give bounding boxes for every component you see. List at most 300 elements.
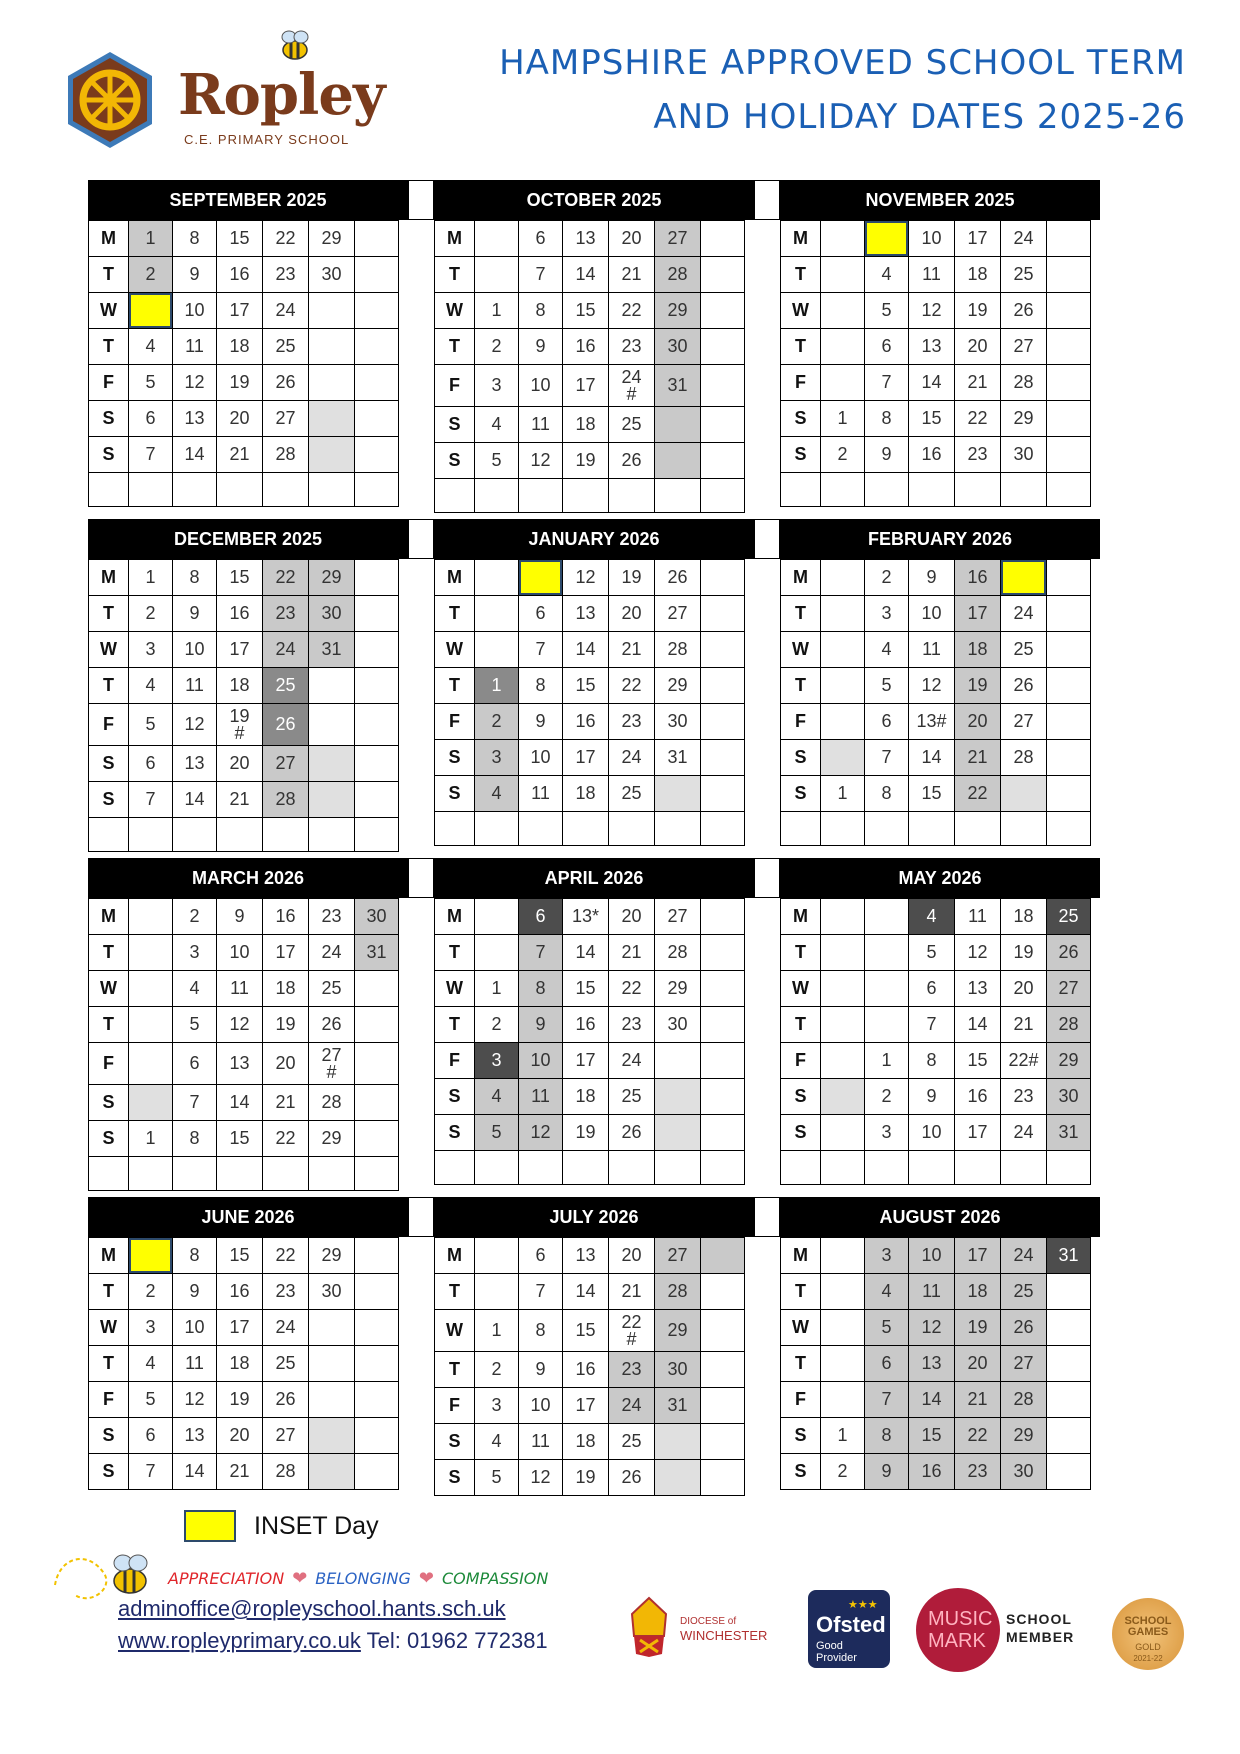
date-cell: 6 — [129, 401, 173, 437]
date-cell: 28 — [1001, 740, 1047, 776]
day-row — [435, 1460, 745, 1496]
diocese-small-text: DIOCESE of — [680, 1616, 737, 1627]
email-link[interactable]: adminoffice@ropleyschool.hants.sch.uk — [118, 1596, 506, 1621]
day-letter: S — [89, 1418, 129, 1454]
date-cell: 10 — [519, 365, 563, 407]
month-title: AUGUST 2026 — [780, 1197, 1100, 1237]
date-cell: 10 — [909, 1115, 955, 1151]
day-row — [89, 329, 399, 365]
date-cell: 31 — [309, 632, 355, 668]
empty-cell — [309, 473, 355, 507]
date-cell: 11 — [173, 1346, 217, 1382]
date-cell — [1047, 632, 1091, 668]
date-cell: 11 — [519, 776, 563, 812]
day-letter: T — [435, 257, 475, 293]
date-cell — [355, 704, 399, 746]
day-letter: T — [781, 1346, 821, 1382]
day-row — [89, 971, 399, 1007]
day-row — [781, 704, 1091, 740]
empty-cell — [821, 1151, 865, 1185]
empty-cell — [129, 818, 173, 852]
date-cell: 10 — [909, 1238, 955, 1274]
day-row — [89, 1346, 399, 1382]
value-appreciation: APPRECIATION — [168, 1569, 285, 1588]
date-cell — [355, 1043, 399, 1085]
date-cell: 29 — [655, 971, 701, 1007]
empty-cell — [701, 479, 745, 513]
spacer-row — [435, 1151, 745, 1185]
empty-cell — [435, 812, 475, 846]
date-cell: 29 — [309, 1238, 355, 1274]
day-row — [89, 1382, 399, 1418]
date-cell: 7 — [129, 437, 173, 473]
ofsted-badge — [808, 1590, 890, 1668]
date-cell: 18 — [955, 632, 1001, 668]
date-cell: 1 — [129, 221, 173, 257]
spacer-row — [781, 473, 1091, 507]
date-cell — [1047, 329, 1091, 365]
date-cell: 25 — [1001, 257, 1047, 293]
day-row — [781, 632, 1091, 668]
date-cell — [821, 899, 865, 935]
date-cell: 19 — [263, 1007, 309, 1043]
date-cell: 27 — [1001, 704, 1047, 740]
day-row — [781, 1043, 1091, 1079]
day-row — [89, 632, 399, 668]
empty-cell — [519, 812, 563, 846]
date-cell: 29 — [309, 560, 355, 596]
empty-cell — [909, 812, 955, 846]
date-cell: 3 — [865, 1238, 909, 1274]
date-cell: 27 — [263, 746, 309, 782]
date-cell: 16 — [263, 899, 309, 935]
date-cell: 3 — [865, 1115, 909, 1151]
date-cell — [821, 1043, 865, 1079]
date-cell — [701, 1043, 745, 1079]
date-cell: 17 — [955, 1115, 1001, 1151]
date-cell: 23 — [263, 257, 309, 293]
date-cell — [701, 632, 745, 668]
date-cell: 27 — [655, 221, 701, 257]
date-cell — [701, 740, 745, 776]
date-cell: 19 — [563, 1115, 609, 1151]
date-cell: 3 — [173, 935, 217, 971]
date-cell: 12 — [519, 1460, 563, 1496]
date-cell — [355, 1346, 399, 1382]
day-letter: T — [89, 1007, 129, 1043]
date-cell: 5 — [475, 1460, 519, 1496]
day-row — [435, 740, 745, 776]
day-row — [435, 971, 745, 1007]
date-cell — [701, 704, 745, 740]
day-row — [435, 1310, 745, 1352]
date-cell: 5 — [865, 1310, 909, 1346]
date-cell: 7 — [519, 632, 563, 668]
date-cell: 9 — [519, 1007, 563, 1043]
date-cell: 25 — [609, 776, 655, 812]
school-games-badge — [1112, 1598, 1184, 1670]
day-letter: T — [89, 935, 129, 971]
date-cell — [355, 1085, 399, 1121]
date-cell: 27 — [1001, 1346, 1047, 1382]
empty-cell — [821, 812, 865, 846]
date-cell: 29 — [655, 668, 701, 704]
day-letter: S — [89, 1454, 129, 1490]
date-cell: 18 — [955, 257, 1001, 293]
date-cell: 19 — [609, 560, 655, 596]
date-cell: 31 — [655, 365, 701, 407]
date-cell — [475, 596, 519, 632]
title-line-2: AND HOLIDAY DATES 2025-26 — [653, 97, 1186, 137]
empty-cell — [563, 479, 609, 513]
date-cell — [309, 293, 355, 329]
date-cell: 7 — [865, 365, 909, 401]
day-letter: F — [435, 1388, 475, 1424]
date-cell — [355, 596, 399, 632]
day-letter: S — [435, 443, 475, 479]
date-cell: 23 — [1001, 1079, 1047, 1115]
date-cell: 5 — [129, 1382, 173, 1418]
date-cell — [701, 776, 745, 812]
day-letter: T — [781, 935, 821, 971]
date-cell: 15 — [563, 293, 609, 329]
day-letter: T — [89, 329, 129, 365]
date-cell: 26 — [309, 1007, 355, 1043]
date-cell: 1 — [821, 776, 865, 812]
day-letter: W — [435, 1310, 475, 1352]
date-cell: 10 — [909, 221, 955, 257]
date-cell: 13 — [173, 746, 217, 782]
date-cell: 22 — [263, 560, 309, 596]
inset-day-cell — [129, 293, 173, 329]
date-cell: 20 — [609, 221, 655, 257]
empty-cell — [821, 473, 865, 507]
date-cell — [821, 1007, 865, 1043]
date-cell — [1047, 1310, 1091, 1346]
date-cell: 13* — [563, 899, 609, 935]
empty-cell — [129, 1157, 173, 1191]
day-row — [781, 560, 1091, 596]
date-cell: 7 — [129, 782, 173, 818]
empty-cell — [217, 1157, 263, 1191]
column-divider — [754, 1197, 780, 1237]
date-cell: 11 — [909, 632, 955, 668]
day-letter: S — [89, 1085, 129, 1121]
date-cell — [355, 1238, 399, 1274]
day-row — [89, 1274, 399, 1310]
date-cell: 9 — [909, 1079, 955, 1115]
date-cell: 17 — [563, 365, 609, 407]
diocese-name: WINCHESTER — [680, 1628, 768, 1643]
day-row — [781, 1238, 1091, 1274]
website-link[interactable]: www.ropleyprimary.co.uk — [118, 1628, 361, 1653]
day-letter: W — [435, 632, 475, 668]
day-letter: M — [89, 560, 129, 596]
date-cell: 1 — [865, 1043, 909, 1079]
day-letter: S — [435, 407, 475, 443]
date-cell — [355, 401, 399, 437]
date-cell — [1047, 1454, 1091, 1490]
day-row — [781, 1115, 1091, 1151]
date-cell: 23 — [609, 1352, 655, 1388]
date-cell — [655, 776, 701, 812]
date-cell: 3 — [129, 1310, 173, 1346]
date-cell: 8 — [173, 560, 217, 596]
date-cell: 26 — [1047, 935, 1091, 971]
date-cell — [1047, 1382, 1091, 1418]
school-logo — [60, 28, 385, 153]
school-values — [168, 1568, 548, 1589]
date-cell: 17 — [955, 1238, 1001, 1274]
date-cell — [701, 1274, 745, 1310]
date-cell: 12 — [955, 935, 1001, 971]
day-row — [435, 1424, 745, 1460]
empty-cell — [955, 812, 1001, 846]
date-cell: 11 — [955, 899, 1001, 935]
date-cell: 23 — [609, 704, 655, 740]
date-cell: 2 — [475, 704, 519, 740]
month-table — [434, 898, 745, 1185]
date-cell: 29 — [1047, 1043, 1091, 1079]
date-cell — [475, 560, 519, 596]
empty-cell — [355, 473, 399, 507]
date-cell: 16 — [217, 596, 263, 632]
day-letter: S — [781, 776, 821, 812]
date-cell: 12 — [519, 443, 563, 479]
date-cell — [821, 1382, 865, 1418]
day-letter: F — [781, 1382, 821, 1418]
date-cell — [309, 1346, 355, 1382]
day-letter: F — [89, 704, 129, 746]
ofsted-rating: Good Provider — [816, 1640, 857, 1664]
date-cell — [701, 257, 745, 293]
date-cell: 20 — [217, 1418, 263, 1454]
date-cell: 10 — [519, 1043, 563, 1079]
date-cell: 21 — [609, 632, 655, 668]
date-cell — [701, 1079, 745, 1115]
day-letter: W — [89, 971, 129, 1007]
date-cell: 16 — [563, 1007, 609, 1043]
spacer-row — [435, 812, 745, 846]
date-cell: 18 — [563, 407, 609, 443]
date-cell: 22 — [263, 1238, 309, 1274]
date-cell: 20 — [217, 401, 263, 437]
day-letter: T — [435, 935, 475, 971]
value-belonging: BELONGING — [315, 1569, 411, 1588]
date-cell: 27 — [1001, 329, 1047, 365]
date-cell — [1047, 1346, 1091, 1382]
date-cell: 13 — [563, 596, 609, 632]
date-cell: 6 — [909, 971, 955, 1007]
date-cell: 26 — [263, 365, 309, 401]
date-cell — [655, 1043, 701, 1079]
date-cell: 7 — [519, 1274, 563, 1310]
date-cell — [701, 1115, 745, 1151]
date-cell — [355, 437, 399, 473]
date-cell: 17 — [563, 740, 609, 776]
date-cell: 22 # — [609, 1310, 655, 1352]
date-cell: 24 # — [609, 365, 655, 407]
day-row — [435, 935, 745, 971]
date-cell: 22 — [263, 221, 309, 257]
spacer-row — [89, 473, 399, 507]
date-cell: 12 — [909, 293, 955, 329]
date-cell: 4 — [475, 407, 519, 443]
date-cell: 4 — [129, 668, 173, 704]
school-subtitle: C.E. PRIMARY SCHOOL — [184, 132, 350, 147]
date-cell: 5 — [475, 1115, 519, 1151]
date-cell: 6 — [519, 899, 563, 935]
music-mark-badge — [916, 1588, 1000, 1672]
day-letter: T — [781, 668, 821, 704]
month-table — [780, 1237, 1091, 1490]
day-row — [781, 596, 1091, 632]
date-cell: 26 — [609, 1460, 655, 1496]
empty-cell — [701, 812, 745, 846]
date-cell — [355, 632, 399, 668]
games-level: GOLD — [1135, 1642, 1161, 1652]
day-letter: S — [435, 1460, 475, 1496]
date-cell: 15 — [217, 560, 263, 596]
month-title: FEBRUARY 2026 — [780, 519, 1100, 559]
day-row — [89, 596, 399, 632]
date-cell: 18 — [1001, 899, 1047, 935]
date-cell: 2 — [129, 1274, 173, 1310]
empty-cell — [89, 1157, 129, 1191]
date-cell: 3 — [865, 596, 909, 632]
date-cell: 18 — [563, 1079, 609, 1115]
day-letter: T — [435, 668, 475, 704]
date-cell — [129, 1085, 173, 1121]
date-cell — [701, 1352, 745, 1388]
date-cell: 25 — [263, 329, 309, 365]
date-cell — [309, 1382, 355, 1418]
term-calendar — [88, 180, 1130, 1502]
date-cell — [355, 257, 399, 293]
day-row — [435, 329, 745, 365]
date-cell: 26 — [609, 1115, 655, 1151]
day-row — [89, 1007, 399, 1043]
day-letter: S — [89, 746, 129, 782]
empty-cell — [173, 1157, 217, 1191]
date-cell — [821, 740, 865, 776]
date-cell: 5 — [865, 668, 909, 704]
empty-cell — [355, 818, 399, 852]
date-cell: 17 — [563, 1043, 609, 1079]
empty-cell — [563, 1151, 609, 1185]
date-cell: 8 — [519, 971, 563, 1007]
date-cell: 24 — [1001, 1238, 1047, 1274]
date-cell — [475, 1274, 519, 1310]
date-cell: 17 — [955, 596, 1001, 632]
empty-cell — [217, 473, 263, 507]
date-cell: 3 — [475, 740, 519, 776]
date-cell: 23 — [263, 596, 309, 632]
spacer-row — [89, 818, 399, 852]
date-cell — [355, 365, 399, 401]
wheel-hexagon-icon — [60, 50, 160, 150]
date-cell: 4 — [173, 971, 217, 1007]
day-letter: S — [781, 1454, 821, 1490]
date-cell: 8 — [519, 1310, 563, 1352]
date-cell: 1 — [475, 1310, 519, 1352]
month-table — [434, 1237, 745, 1496]
date-cell: 2 — [129, 257, 173, 293]
date-cell: 1 — [475, 293, 519, 329]
date-cell — [475, 632, 519, 668]
date-cell — [355, 1418, 399, 1454]
empty-cell — [519, 1151, 563, 1185]
day-row — [435, 899, 745, 935]
date-cell: 30 — [655, 1007, 701, 1043]
day-letter: M — [435, 560, 475, 596]
date-cell: 15 — [217, 1121, 263, 1157]
date-cell: 1 — [129, 1121, 173, 1157]
date-cell — [701, 935, 745, 971]
date-cell: 31 — [1047, 1238, 1091, 1274]
date-cell: 20 — [955, 329, 1001, 365]
day-row — [89, 782, 399, 818]
date-cell: 6 — [129, 746, 173, 782]
day-row — [89, 1121, 399, 1157]
date-cell: 24 — [263, 632, 309, 668]
date-cell: 28 — [263, 437, 309, 473]
empty-cell — [355, 1157, 399, 1191]
day-row — [781, 1007, 1091, 1043]
date-cell — [129, 971, 173, 1007]
date-cell: 11 — [519, 1424, 563, 1460]
day-letter: M — [89, 1238, 129, 1274]
date-cell: 9 — [519, 329, 563, 365]
date-cell: 20 — [609, 899, 655, 935]
day-letter: S — [781, 740, 821, 776]
empty-cell — [609, 1151, 655, 1185]
day-letter: W — [781, 971, 821, 1007]
date-cell — [309, 437, 355, 473]
date-cell: 31 — [655, 740, 701, 776]
date-cell: 11 — [173, 668, 217, 704]
date-cell: 30 — [655, 704, 701, 740]
date-cell: 28 — [655, 632, 701, 668]
date-cell — [655, 1424, 701, 1460]
date-cell — [821, 935, 865, 971]
date-cell: 26 — [655, 560, 701, 596]
date-cell: 16 — [217, 257, 263, 293]
date-cell: 15 — [217, 221, 263, 257]
day-letter: T — [89, 596, 129, 632]
date-cell — [1047, 1274, 1091, 1310]
date-cell: 8 — [909, 1043, 955, 1079]
date-cell: 8 — [173, 221, 217, 257]
date-cell — [309, 1418, 355, 1454]
day-row — [435, 443, 745, 479]
date-cell: 23 — [955, 437, 1001, 473]
date-cell — [355, 1382, 399, 1418]
date-cell: 22 — [609, 971, 655, 1007]
date-cell — [701, 407, 745, 443]
date-cell — [309, 746, 355, 782]
date-cell — [309, 668, 355, 704]
date-cell: 4 — [909, 899, 955, 935]
day-row — [781, 329, 1091, 365]
date-cell: 2 — [475, 1007, 519, 1043]
date-cell: 12 — [217, 1007, 263, 1043]
date-cell: 30 — [309, 257, 355, 293]
day-row — [435, 407, 745, 443]
date-cell: 24 — [1001, 221, 1047, 257]
month-table — [88, 220, 399, 507]
date-cell: 21 — [955, 740, 1001, 776]
